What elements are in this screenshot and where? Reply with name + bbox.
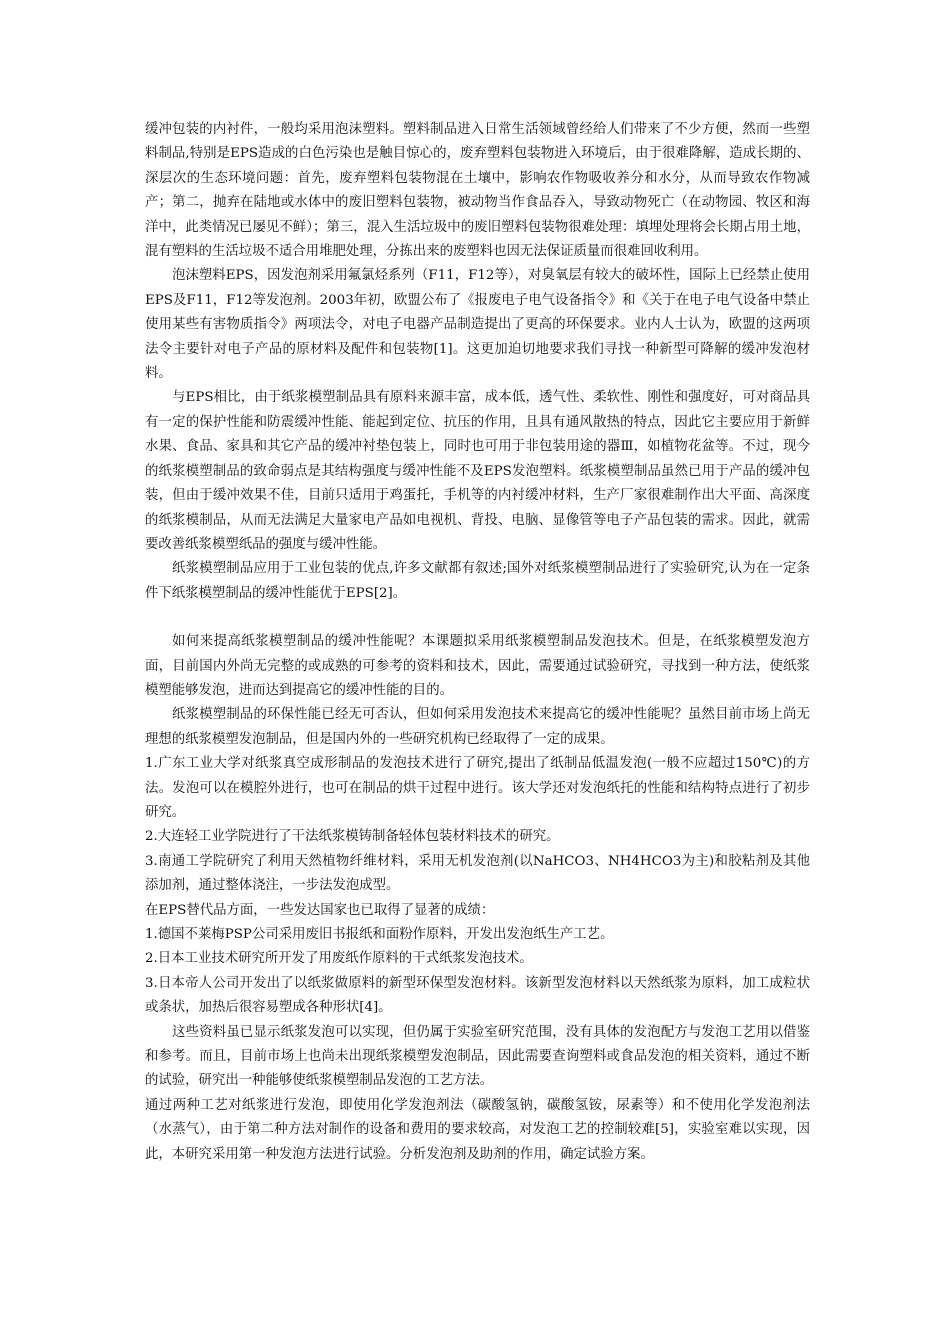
paragraph: 1.广东工业大学对纸浆真空成形制品的发泡技术进行了研究,提出了纸制品低温发泡(一般不应超过150℃)的方法。发泡可以在模腔外进行，也可在制品的烘干过程中进行。该大学还对发泡纸托的性能和结构特点进行了初步研究。 <box>145 756 810 820</box>
paragraph: 与EPS相比，由于纸浆模塑制品具有原料来源丰富，成本低，透气性、柔软性、刚性和强度好，可对商品具有一定的保护性能和防震缓冲性能、能起到定位、抗压的作用，且具有通风散热的特点，因此它主要应用于新鲜水果、食品、家具和其它产品的缓冲衬垫包装上，同时也可用于非包装用途的器Ⅲ，如植物花盆等。不过，现今的纸浆模塑制品的致命弱点是其结构强度与缓冲性能不及EPS发泡塑料。纸浆模塑制品虽然已用于产品的缓冲包装，但由于缓冲效果不佳，目前只适用于鸡蛋托，手机等的内衬缓冲材料，生产厂家很难制作出大平面、高深度的纸浆模制品，从而无法满足大量家电产品如电视机、背投、电脑、显像管等电子产品包装的需求。因此，就需要改善纸浆模塑纸品的强度与缓冲性能。 <box>145 390 810 552</box>
paragraph: 2.大连轻工业学院进行了干法纸浆模铸制备轻体包装材料技术的研究。 <box>145 829 560 845</box>
paragraph: 在EPS替代品方面，一些发达国家也已取得了显著的成绩： <box>145 902 495 918</box>
paragraph: 泡沫塑料EPS，因发泡剂采用氟氯烃系列（F11，F12等），对臭氧层有较大的破坏性，国际上已经禁止使用EPS及F11，F12等发泡剂。2003年初，欧盟公布了《报废电子电气设备指令》和《关于在电子电气设备中禁止使用某些有害物质指令》两项法令，对电子电器产品制造提出了更高的环保要求。业内人士认为，欧盟的这两项法令主要针对电子产品的原材料及配件和包装物[1]。这更加迫切地要求我们寻找一种新型可降解的缓冲发泡材料。 <box>145 268 810 382</box>
paragraph: 纸浆模塑制品的环保性能已经无可否认，但如何采用发泡技术来提高它的缓冲性能呢？虽然目前市场上尚无理想的纸浆模塑发泡制品，但是国内外的一些研究机构已经取得了一定的成果。 <box>145 707 810 747</box>
paragraph: 3.日本帝人公司开发出了以纸浆做原料的新型环保型发泡材料。该新型发泡材料以天然纸浆为原料，加工成粒状或条状，加热后很容易塑成各种形状[4]。 <box>145 975 810 1016</box>
paragraph: 通过两种工艺对纸浆进行发泡，即使用化学发泡剂法（碳酸氢钠，碳酸氢铵，尿素等）和不使用化学发泡剂法（水蒸气），由于第二种方法对制作的设备和费用的要求较高，对发泡工艺的控制较难[5]，实验室难以实现，因此，本研究采用第一种发泡方法进行试验。分析发泡剂及助剂的作用，确定试验方案。 <box>145 1097 810 1162</box>
paragraph: 如何来提高纸浆模塑制品的缓冲性能呢？本课题拟采用纸浆模塑制品发泡技术。但是，在纸浆模塑发泡方面，目前国内外尚无完整的或成熟的可参考的资料和技术，因此，需要通过试验研究，寻找到一种方法，使纸浆模塑能够发泡，进而达到提高它的缓冲性能的目的。 <box>145 634 810 698</box>
paragraph: 1.德国不莱梅PSP公司采用废旧书报纸和面粉作原料，开发出发泡纸生产工艺。 <box>145 927 614 942</box>
document-body <box>145 118 810 1167</box>
paragraph: 2.日本工业技术研究所开发了用废纸作原料的干式纸浆发泡技术。 <box>145 951 533 967</box>
paragraph: 纸浆模塑制品应用于工业包装的优点,许多文献都有叙述;国外对纸浆模塑制品进行了实验研究,认为在一定条件下纸浆模塑制品的缓冲性能优于EPS[2]。 <box>145 561 810 601</box>
paragraph: 缓冲包装的内衬件，一般均采用泡沫塑料。塑料制品进入日常生活领域曾经给人们带来了不少方便，然而一些塑料制品,特别是EPS造成的白色污染也是触目惊心的，废弃塑料包装物进入环境后，由于很难降解，造成长期的、深层次的生态环境问题：首先，废弃塑料包装物混在土壤中，影响农作物吸收养分和水分，从而导致农作物减产；第二，抛弃在陆地或水体中的废旧塑料包装物，被动物当作食品吞入，导致动物死亡（在动物园、牧区和海洋中，此类情况已屡见不鲜）；第三，混入生活垃圾中的废旧塑料包装物很难处理：填埋处理将会长期占用土地，混有塑料的生活垃圾不适合用堆肥处理，分拣出来的废塑料也因无法保证质量而很难回收利用。 <box>145 122 810 260</box>
paragraph: 3.南通工学院研究了利用天然植物纤维材料，采用无机发泡剂(以NaHCO3、NH4HCO3为主)和胶粘剂及其他添加剂，通过整体浇注，一步法发泡成型。 <box>145 853 810 894</box>
paragraph-gap <box>145 606 810 630</box>
paragraph: 这些资料虽已显示纸浆发泡可以实现，但仍属于实验室研究范围，没有具体的发泡配方与发泡工艺用以借鉴和参考。而且，目前市场上也尚未出现纸浆模塑发泡制品，因此需要查询塑料或食品发泡的相关资料，通过不断的试验，研究出一种能够使纸浆模塑制品发泡的工艺方法。 <box>145 1024 810 1089</box>
